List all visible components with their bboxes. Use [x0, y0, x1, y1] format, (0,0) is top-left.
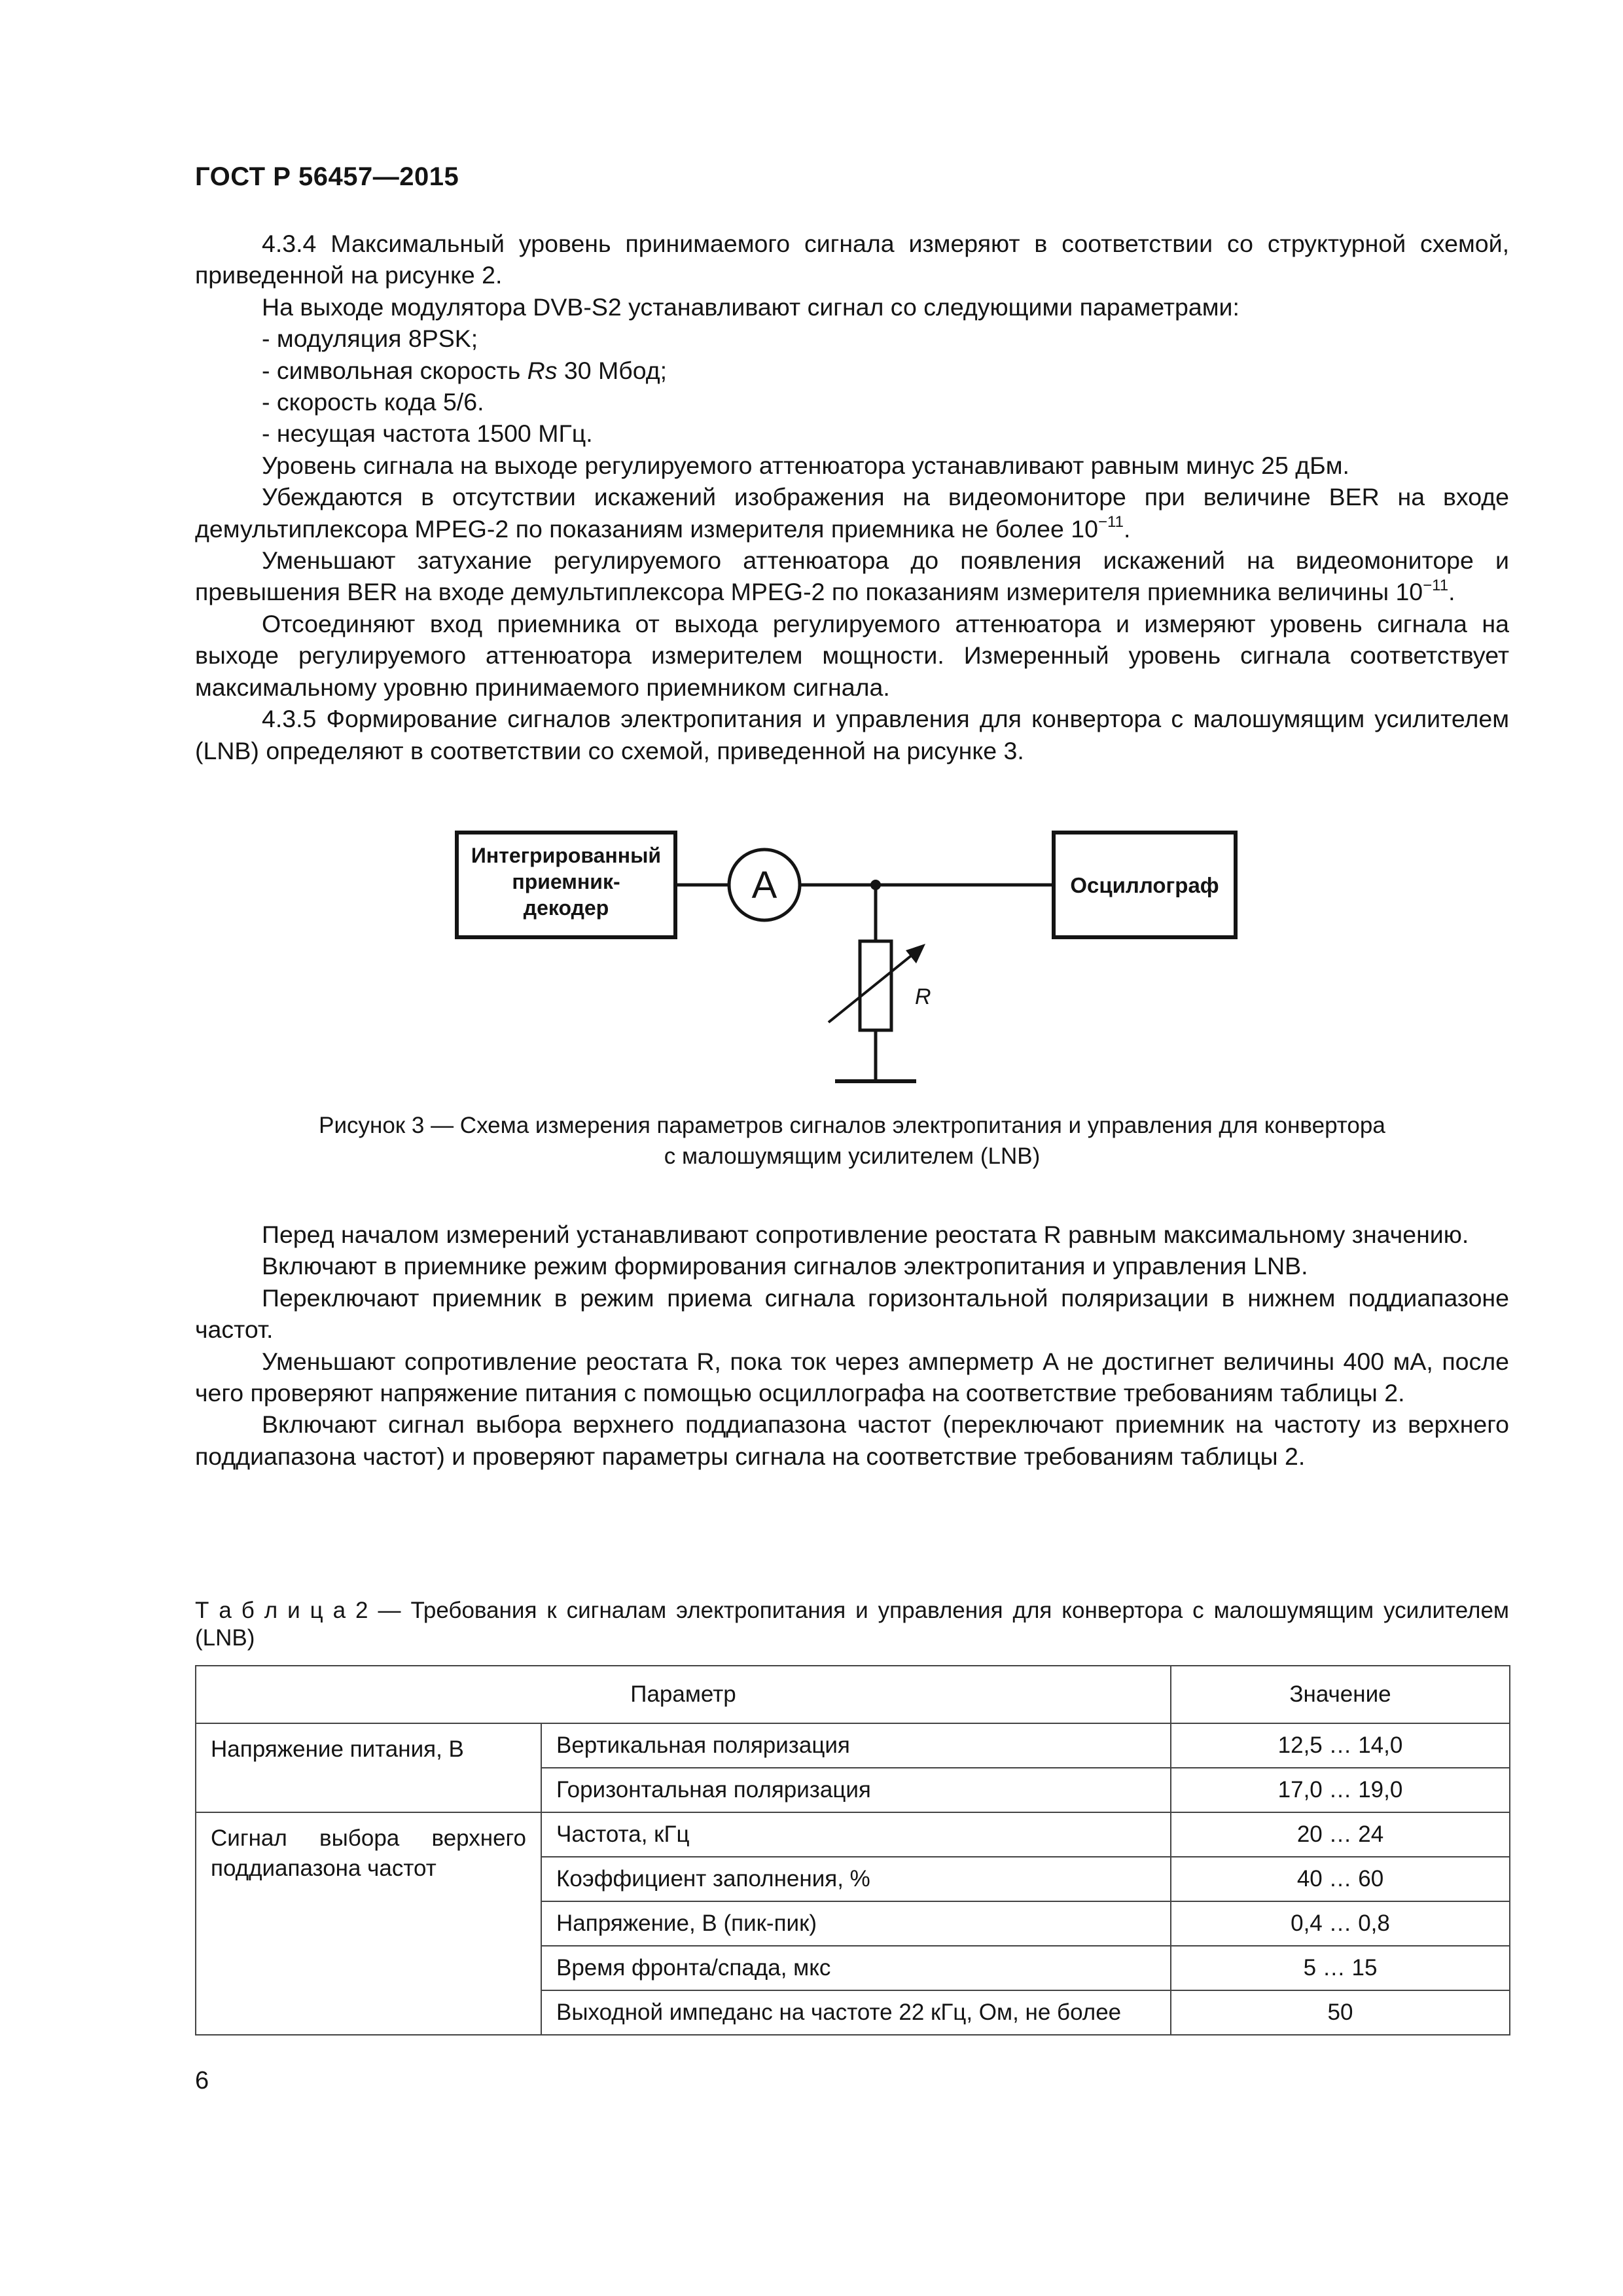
header-parameter: Параметр — [196, 1666, 1171, 1723]
list-item-symbol-rate: - символьная скорость Rs 30 Мбод; — [262, 356, 668, 384]
row-value: 40 … 60 — [1171, 1857, 1510, 1901]
receiver-label-line-3: декодер — [523, 896, 609, 920]
paragraph-setup: На выходе модулятора DVB-S2 устанавливают сигнал со следующими параметрами: — [262, 293, 1240, 321]
row-param: Коэффициент заполнения, % — [541, 1857, 1171, 1901]
figure-3-caption — [195, 1110, 1509, 1172]
row-value: 12,5 … 14,0 — [1171, 1723, 1510, 1768]
page-number: 6 — [195, 2067, 209, 2094]
paragraph-power-mode: Включают в приемнике режим формирования сигналов электропитания и управления LNB. — [262, 1252, 1308, 1280]
caption-line-1: Рисунок 3 — Схема измерения параметров сигналов электропитания и управления для конвертора — [319, 1113, 1385, 1138]
procedure-text — [195, 1219, 1509, 1472]
receiver-label-line-1: Интегрированный — [471, 844, 662, 867]
caption-line-2: с малошумящим усилителем (LNB) — [664, 1143, 1041, 1169]
rheostat-arrow-head — [906, 944, 925, 963]
table-row — [196, 1812, 1510, 1857]
oscilloscope-label: Осциллограф — [1070, 873, 1219, 897]
junction-dot — [870, 880, 881, 890]
row-param: Напряжение, В (пик-пик) — [541, 1901, 1171, 1946]
ammeter-label: A — [751, 864, 777, 906]
list-item-carrier: - несущая частота 1500 МГц. — [262, 420, 593, 448]
row-value: 20 … 24 — [1171, 1812, 1510, 1857]
list-item-modulation: - модуляция 8PSK; — [262, 325, 478, 353]
paragraph-horizontal: Переключают приемник в режим приема сигнала горизонтальной поляризации в нижнем поддиапазоне частот. — [195, 1283, 1509, 1344]
group-upper-band-signal: Сигнал выбора верхнего поддиапазона частот — [196, 1812, 541, 2035]
document-id: ГОСТ Р 56457—2015 — [195, 162, 459, 191]
paragraph-rheostat-max: Перед началом измерений устанавливают сопротивление реостата R равным максимальному значению. — [262, 1221, 1469, 1248]
paragraph-reduce-resistance: Уменьшают сопротивление реостата R, пока ток через амперметр A не достигнет величины 400 мА, после чего проверяют напряжение питания с помощью осциллографа на соответствие требованиям таблицы 2. — [195, 1347, 1509, 1407]
rheostat-label: R — [915, 984, 931, 1009]
table-2-title: Т а б л и ц а 2 — Требования к сигналам электропитания и управления для конвертора с малошумящим усилителем (LNB) — [195, 1598, 1509, 1651]
table-header-row — [196, 1666, 1510, 1723]
row-value: 17,0 … 19,0 — [1171, 1768, 1510, 1812]
row-param: Горизонтальная поляризация — [541, 1768, 1171, 1812]
paragraph-reduce: Уменьшают затухание регулируемого аттенюатора до появления искажений на видеомониторе и превышения BER на входе демультиплексора MPEG-2 по показаниям измерителя приемника величины $10^{-11}$. — [195, 547, 1509, 606]
receiver-label-line-2: приемник- — [512, 870, 620, 893]
row-param: Время фронта/спада, мкс — [541, 1946, 1171, 1990]
paragraph-4-3-4: 4.3.4 Максимальный уровень принимаемого сигнала измеряют в соответствии со структурной схемой, приведенной на рисунке 2. — [195, 230, 1509, 289]
rheostat-arrow-shaft — [829, 952, 916, 1022]
paragraph-check: Убеждаются в отсутствии искажений изображения на видеомониторе при величине BER на входе демультиплексора MPEG-2 по показаниям измерителя приемника не более $10^{-11}$. — [195, 483, 1509, 543]
paragraph-level: Уровень сигнала на выходе регулируемого аттенюатора устанавливают равным минус 25 дБм. — [262, 451, 1349, 479]
row-value: 5 … 15 — [1171, 1946, 1510, 1990]
table-row — [196, 1723, 1510, 1768]
header-value: Значение — [1171, 1666, 1510, 1723]
row-value: 0,4 … 0,8 — [1171, 1901, 1510, 1946]
row-param: Частота, кГц — [541, 1812, 1171, 1857]
list-item-code-rate: - скорость кода 5/6. — [262, 388, 484, 416]
group-supply-voltage: Напряжение питания, В — [196, 1723, 541, 1812]
paragraph-4-3-5: 4.3.5 Формирование сигналов электропитания и управления для конвертора с малошумящим усилителем (LNB) определяют в соответствии со схемой, приведенной на рисунке 3. — [195, 705, 1509, 764]
row-param: Вертикальная поляризация — [541, 1723, 1171, 1768]
paragraph-upper-band: Включают сигнал выбора верхнего поддиапазона частот (переключают приемник на частоту из верхнего поддиапазона частот) и проверяют параметры сигнала на соответствие требованиям таблицы 2. — [195, 1410, 1509, 1470]
row-param: Выходной импеданс на частоте 22 кГц, Ом, не более — [541, 1990, 1171, 2035]
row-value: 50 — [1171, 1990, 1510, 2035]
paragraph-disconnect: Отсоединяют вход приемника от выхода регулируемого аттенюатора и измеряют уровень сигнала на выходе регулируемого аттенюатора измерителем мощности. Измеренный уровень сигнала соответствует максимальному уровню принимаемого приемником сигнала. — [195, 609, 1509, 701]
requirements-table — [195, 1665, 1510, 2036]
